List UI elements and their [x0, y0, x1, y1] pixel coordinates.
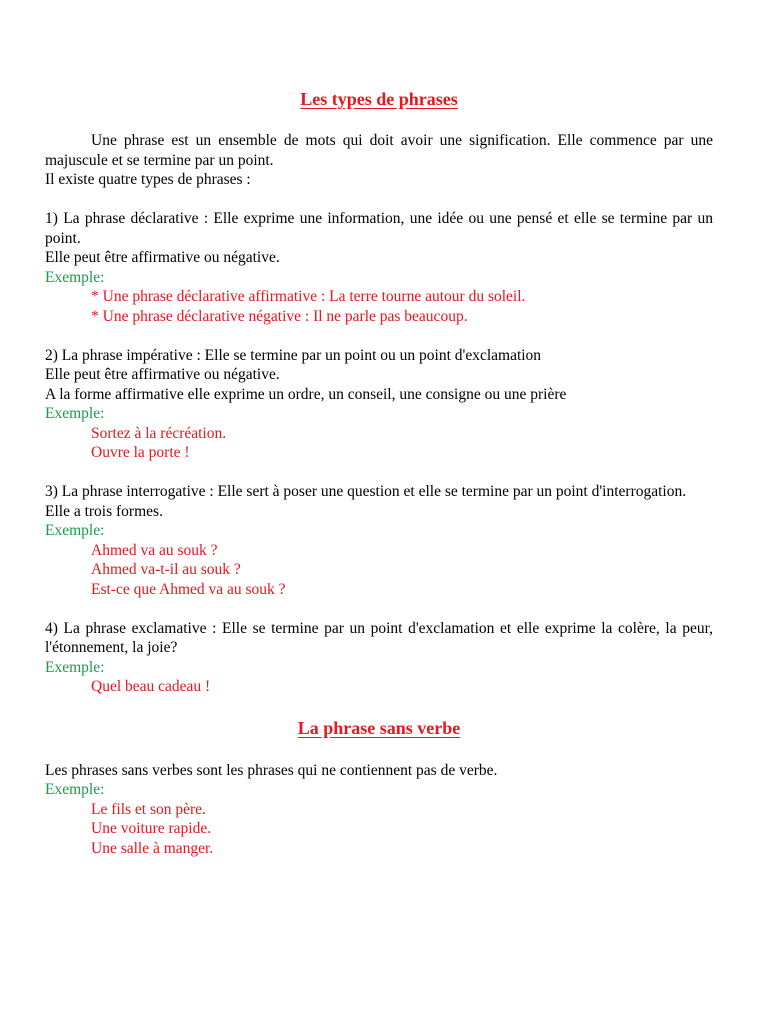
example-item: Ouvre la porte ! — [91, 444, 190, 461]
example-label: Exemple: — [45, 781, 105, 798]
example-item: * Une phrase déclarative négative : Il ne parle pas beaucoup. — [91, 307, 468, 325]
section-heading: 1) La phrase déclarative : Elle exprime une information, une idée ou une pensé et elle se termine par un point. — [45, 210, 713, 247]
spacer — [45, 599, 713, 619]
section-line: Elle peut être affirmative ou négative. — [45, 366, 280, 383]
spacer — [45, 190, 713, 210]
page-title: Les types de phrases — [300, 89, 458, 109]
example-label: Exemple: — [45, 522, 105, 539]
document-page — [45, 86, 713, 858]
section-line: Les phrases sans verbes sont les phrases qui ne contiennent pas de verbe. — [45, 761, 498, 779]
example-item: Une salle à manger. — [91, 839, 214, 857]
intro-line: Il existe quatre types de phrases : — [45, 171, 251, 188]
section-heading: 3) La phrase interrogative : Elle sert à poser une question et elle se termine par un point d'interrogation. — [45, 483, 687, 500]
section-title-sans-verbe: La phrase sans verbe — [297, 717, 461, 738]
example-item: Ahmed va au souk ? — [91, 541, 218, 559]
spacer — [45, 326, 713, 346]
section-line: Elle peut être affirmative ou négative. — [45, 249, 280, 266]
section-line: A la forme affirmative elle exprime un ordre, un conseil, une consigne ou une prière — [45, 385, 567, 403]
example-label: Exemple: — [45, 268, 105, 286]
example-item: Sortez à la récréation. — [91, 424, 227, 442]
section-imperative — [45, 346, 713, 463]
example-item: * Une phrase déclarative affirmative : La terre tourne autour du soleil. — [91, 288, 526, 305]
example-label: Exemple: — [45, 405, 105, 422]
example-item: Le fils et son père. — [91, 800, 206, 818]
section-line: Elle a trois formes. — [45, 502, 163, 520]
example-item: Quel beau cadeau ! — [91, 678, 211, 695]
section-declarative — [45, 209, 713, 326]
section-heading: 2) La phrase impérative : Elle se termine par un point ou un point d'exclamation — [45, 346, 542, 364]
example-item: Ahmed va-t-il au souk ? — [91, 561, 241, 578]
example-label: Exemple: — [45, 658, 105, 676]
section-interrogative — [45, 482, 713, 599]
intro-paragraph: Une phrase est un ensemble de mots qui doit avoir une signification. Elle commence par une majuscule et se termine par un point. — [45, 132, 713, 169]
example-item: Une voiture rapide. — [91, 820, 212, 837]
section-heading: 4) La phrase exclamative : Elle se termine par un point d'exclamation et elle exprime la colère, la peur, l'étonnement, la joie? — [45, 619, 713, 656]
section-sans-verbe — [45, 761, 713, 859]
spacer — [45, 463, 713, 483]
section-exclamative — [45, 619, 713, 697]
example-item: Est-ce que Ahmed va au souk ? — [91, 580, 286, 598]
